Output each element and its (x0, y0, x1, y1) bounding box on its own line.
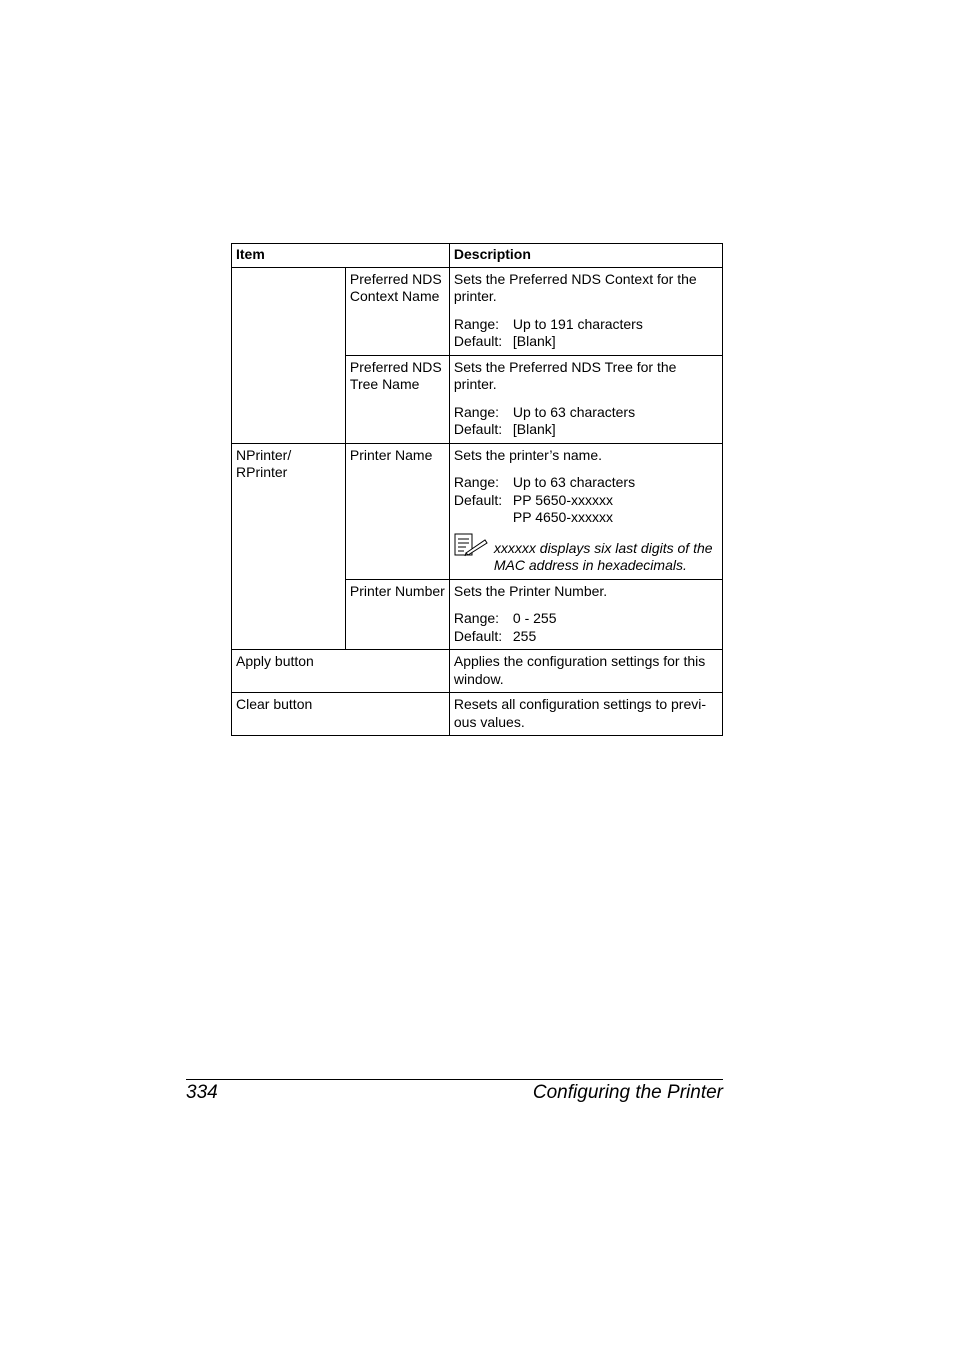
description-text: Sets the Printer Number. (453, 582, 608, 599)
range-label: Range: (453, 610, 500, 626)
table-row (232, 443, 723, 579)
footer-divider (186, 1079, 723, 1080)
nds-context-description (449, 267, 722, 355)
default-value: [Blank] (512, 421, 556, 437)
nds-context-label: Preferred NDS Context Name (345, 267, 449, 355)
range-line (454, 474, 718, 492)
note-pencil-icon (454, 533, 490, 575)
empty-group-cell (232, 267, 346, 443)
default-value-second: PP 4650-xxxxxx (512, 509, 614, 525)
range-value: Up to 63 characters (512, 474, 636, 490)
default-label: Default: (453, 491, 503, 508)
note (454, 533, 718, 575)
range-line (454, 610, 718, 628)
header-description: Description (449, 244, 722, 268)
range-value: Up to 191 characters (512, 315, 643, 332)
nds-tree-description (449, 355, 722, 443)
default-label: Default: (453, 421, 503, 437)
nprinter-group-label: NPrinter/ RPrinter (232, 443, 346, 650)
default-value: [Blank] (512, 333, 556, 349)
printer-number-description (449, 579, 722, 650)
printer-name-description (449, 443, 722, 579)
table-row (232, 693, 723, 736)
apply-button-description: Applies the configuration settings for this window. (449, 650, 722, 693)
table-row (232, 650, 723, 693)
clear-button-description: Resets all configuration settings to previ-ous values. (449, 693, 722, 736)
clear-button-label: Clear button (232, 693, 450, 736)
range-label: Range: (453, 315, 500, 332)
description-text: Sets the Preferred NDS Tree for the printer. (453, 358, 677, 392)
printer-name-label: Printer Name (345, 443, 449, 579)
description-text: Sets the printer’s name. (453, 446, 603, 463)
table-header-row (232, 244, 723, 268)
range-line (454, 404, 718, 422)
range-line (454, 316, 718, 334)
default-line (454, 333, 718, 351)
description-text: Sets the Preferred NDS Context for the printer. (453, 270, 697, 304)
range-label: Range: (453, 474, 500, 490)
default-line (454, 492, 718, 510)
nds-tree-label: Preferred NDS Tree Name (345, 355, 449, 443)
table-row (232, 267, 723, 355)
default-label: Default: (453, 627, 503, 644)
range-value: 0 - 255 (512, 610, 557, 626)
default-value: PP 5650-xxxxxx (512, 491, 614, 508)
note-text: xxxxxx displays six last digits of the MAC address in hexadecimals. (493, 539, 713, 573)
default-line (454, 628, 718, 646)
header-item: Item (232, 244, 450, 268)
range-label: Range: (453, 403, 500, 420)
default-label: Default: (453, 333, 503, 349)
default-line (454, 421, 718, 439)
settings-table (231, 243, 723, 736)
apply-button-label: Apply button (232, 650, 450, 693)
default-value: 255 (512, 627, 537, 644)
range-value: Up to 63 characters (512, 403, 636, 420)
section-title: Configuring the Printer (532, 1082, 723, 1103)
printer-number-label: Printer Number (345, 579, 449, 650)
page-number: 334 (186, 1082, 218, 1103)
